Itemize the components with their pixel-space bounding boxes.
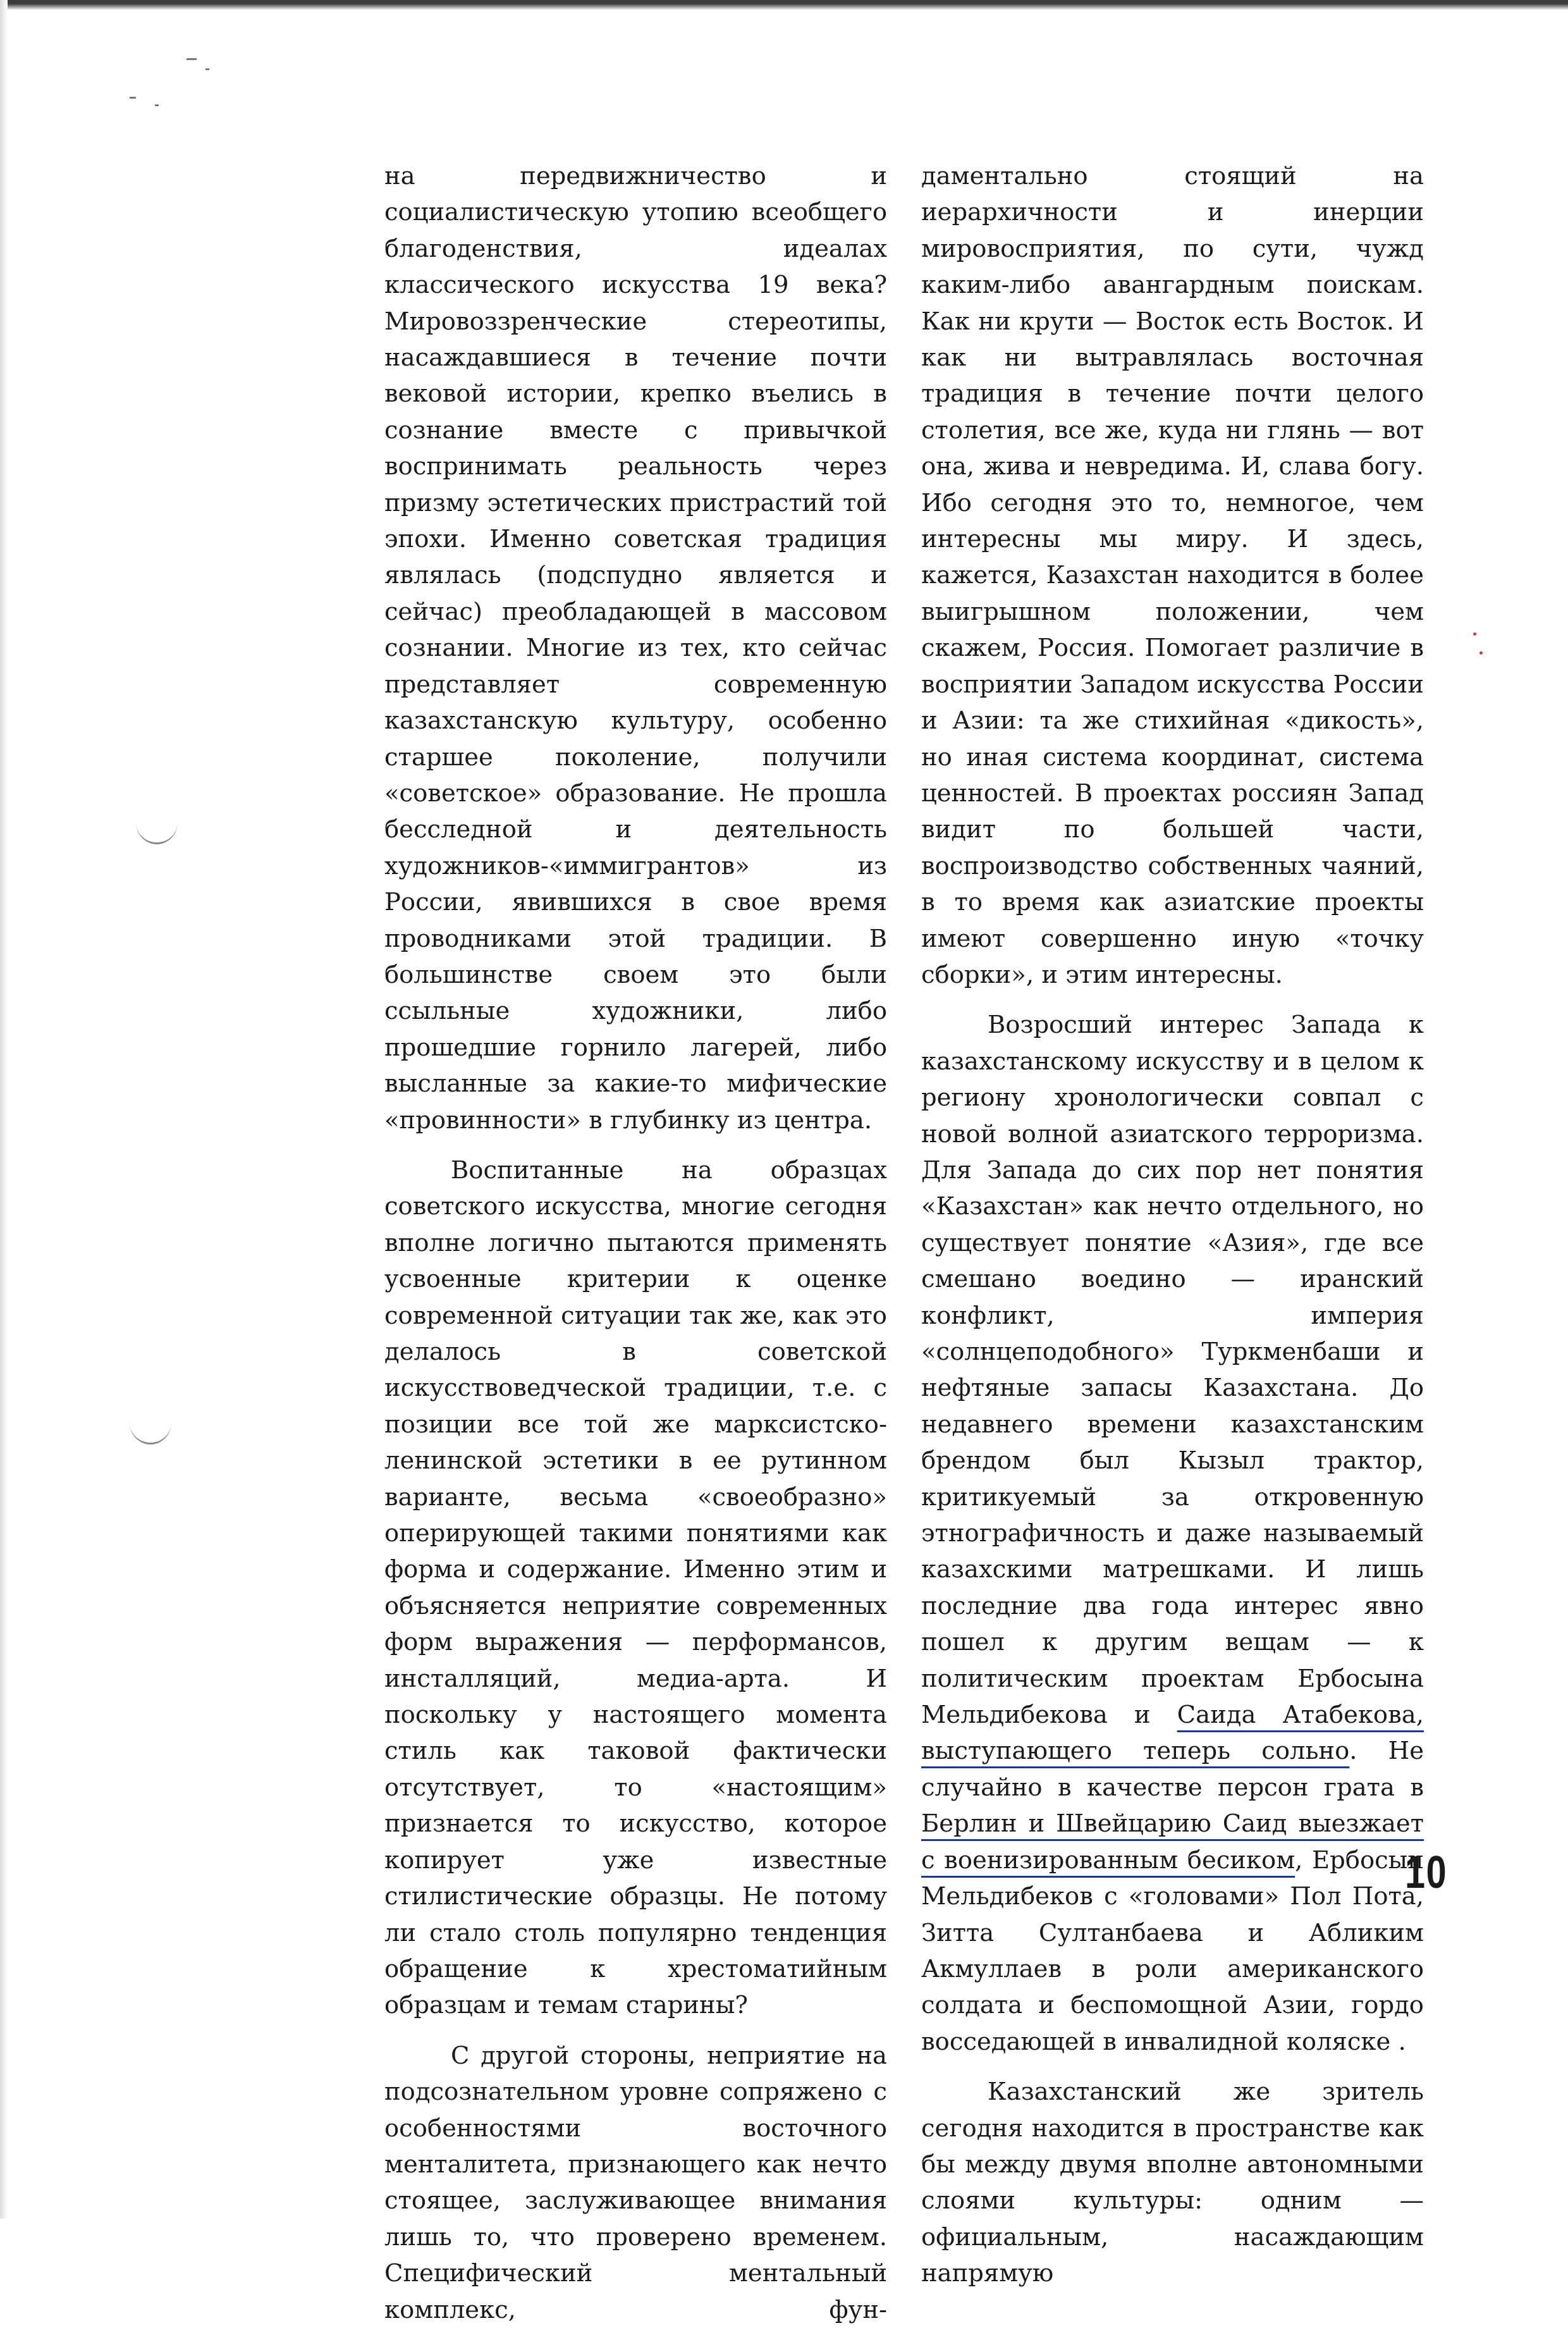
handwritten-underline: Берлин и Швейцарию Саид выезжает с военизированным бесиком	[921, 1809, 1424, 1875]
paragraph: даментально стоящий на иерархичности и инерции мировосприятия, по сути, чужд каким-либо авангардным поискам. Как ни крути — Восток есть Восток. И как ни вытравлялась восточная традиция в течение почти целого столетия, все же, куда ни глянь — вот она, жива и невредима. И, слава богу. Ибо сегодня это то, немногое, чем интересны мы миру. И здесь, кажется, Казахстан находится в более выигрышном положении, чем скажем, Россия. Помогает различие в восприятии Западом искусства России и Азии: та же стихийная «дикость», но иная система координат, система ценностей. В проектах россиян Запад видит по большей части, воспроизводство собственных чаяний, в то время как азиатские проекты имеют совершенно иную «точку сборки», и этим интересны.	[921, 162, 1424, 989]
paragraph-text: . Не случайно в качестве персон грата в	[921, 1737, 1424, 1802]
paragraph: Воспитанные на образцах советского искусства, многие сегодня вполне логично пытаются применять усвоенные критерии к оценке современной ситуации так же, как это делалось в советской искусствоведческой традиции, т.е. с позиции все той же марксистско-ленинской эстетики в ее рутинном варианте, весьма «своеобразно» оперирующей такими понятиями как форма и содержание. Именно этим и объясняется неприятие современных форм выражения — перформансов, инсталляций, медиа-арта. И поскольку у настоящего момента стиль как таковой фактически отсутствует, то «настоящим» признается то искусство, которое копирует уже известные стилистические образцы. Не потому ли стало столь популярно тенденция обращение к хрестоматийным образцам и темам старины?	[384, 1155, 887, 2020]
scan-speck	[130, 97, 136, 99]
paragraph: на передвижничество и социалистическую утопию всеобщего благоденствия, идеалах классического искусства 19 века? Мировоззренческие стереотипы, насаждавшиеся в течение почти вековой истории, крепко въелись в сознание вместе с привычкой воспринимать реальность через призму эстетических пристрастий той эпохи. Именно советская традиция являлась (подспудно является и сейчас) преобладающей в массовом сознании. Многие из тех, кто сейчас представляет современную казахстанскую культуру, особенно старшее поколение, получили «советское» образование. Не прошла бесследной и деятельность художников-«иммигрантов» из России, явившихся в свое время проводниками этой традиции. В большинстве своем это были ссыльные художники, либо прошедшие горнило лагерей, либо высланные за какие-то мифические «провинности» в глубинку из центра.	[384, 162, 887, 1135]
paragraph: Казахстанский же зритель сегодня находится в пространстве как бы между двумя вполне автономными слоями культуры: одним — официальным, насаждающим напрямую	[921, 2078, 1424, 2288]
scan-edge-line	[0, 0, 1568, 10]
scan-speck	[187, 58, 197, 60]
page-number: 10	[1405, 1847, 1448, 1898]
paragraph: С другой стороны, неприятие на подсознательном уровне сопряжено с особенностями восточного менталитета, признающего как нечто стоящее, заслуживающее внимания лишь то, что проверено временем. Специфический ментальный комплекс, фун-	[384, 2041, 887, 2324]
left-column	[384, 158, 887, 2328]
handwritten-underline: Саида Атабекова, выступающего теперь сольно	[921, 1701, 1424, 1766]
punch-hole-mark	[136, 801, 178, 844]
scan-edge-shadow	[0, 0, 8, 2219]
right-column	[921, 158, 1424, 2292]
punch-hole-mark	[130, 1401, 171, 1444]
ink-dot	[1479, 651, 1483, 655]
scan-speck	[205, 68, 209, 70]
scan-speck	[155, 104, 159, 106]
ink-dot	[1473, 632, 1476, 636]
paragraph-text: Возросший интерес Запада к казахстанскому искусству и в целом к региону хронологически совпал с новой волной азиатского терроризма. Для Запада до сих пор нет понятия «Казахстан» как нечто отдельного, но существует понятие «Азия», где все смешано воедино — иранский конфликт, империя «солнцеподобного» Туркменбаши и нефтяные запасы Казахстана. До недавнего времени казахстанским брендом был Кызыл трактор, критикуемый за откровенную этнографичность и даже называемый казахскими матрешками. И лишь последние два года интерес явно пошел к другим вещам — к политическим проектам Ербосына Мельдибекова и	[921, 1011, 1424, 1730]
paragraph-text: , Ербосын Мельдибеков с «головами» Пол Пота, Зитта Султанбаева и Абликим Акмуллаев в роли американского солдата и беспомощной Азии, гордо восседающей в инвалидной коляске .	[921, 1845, 1424, 2056]
paragraph	[921, 1007, 1424, 2060]
